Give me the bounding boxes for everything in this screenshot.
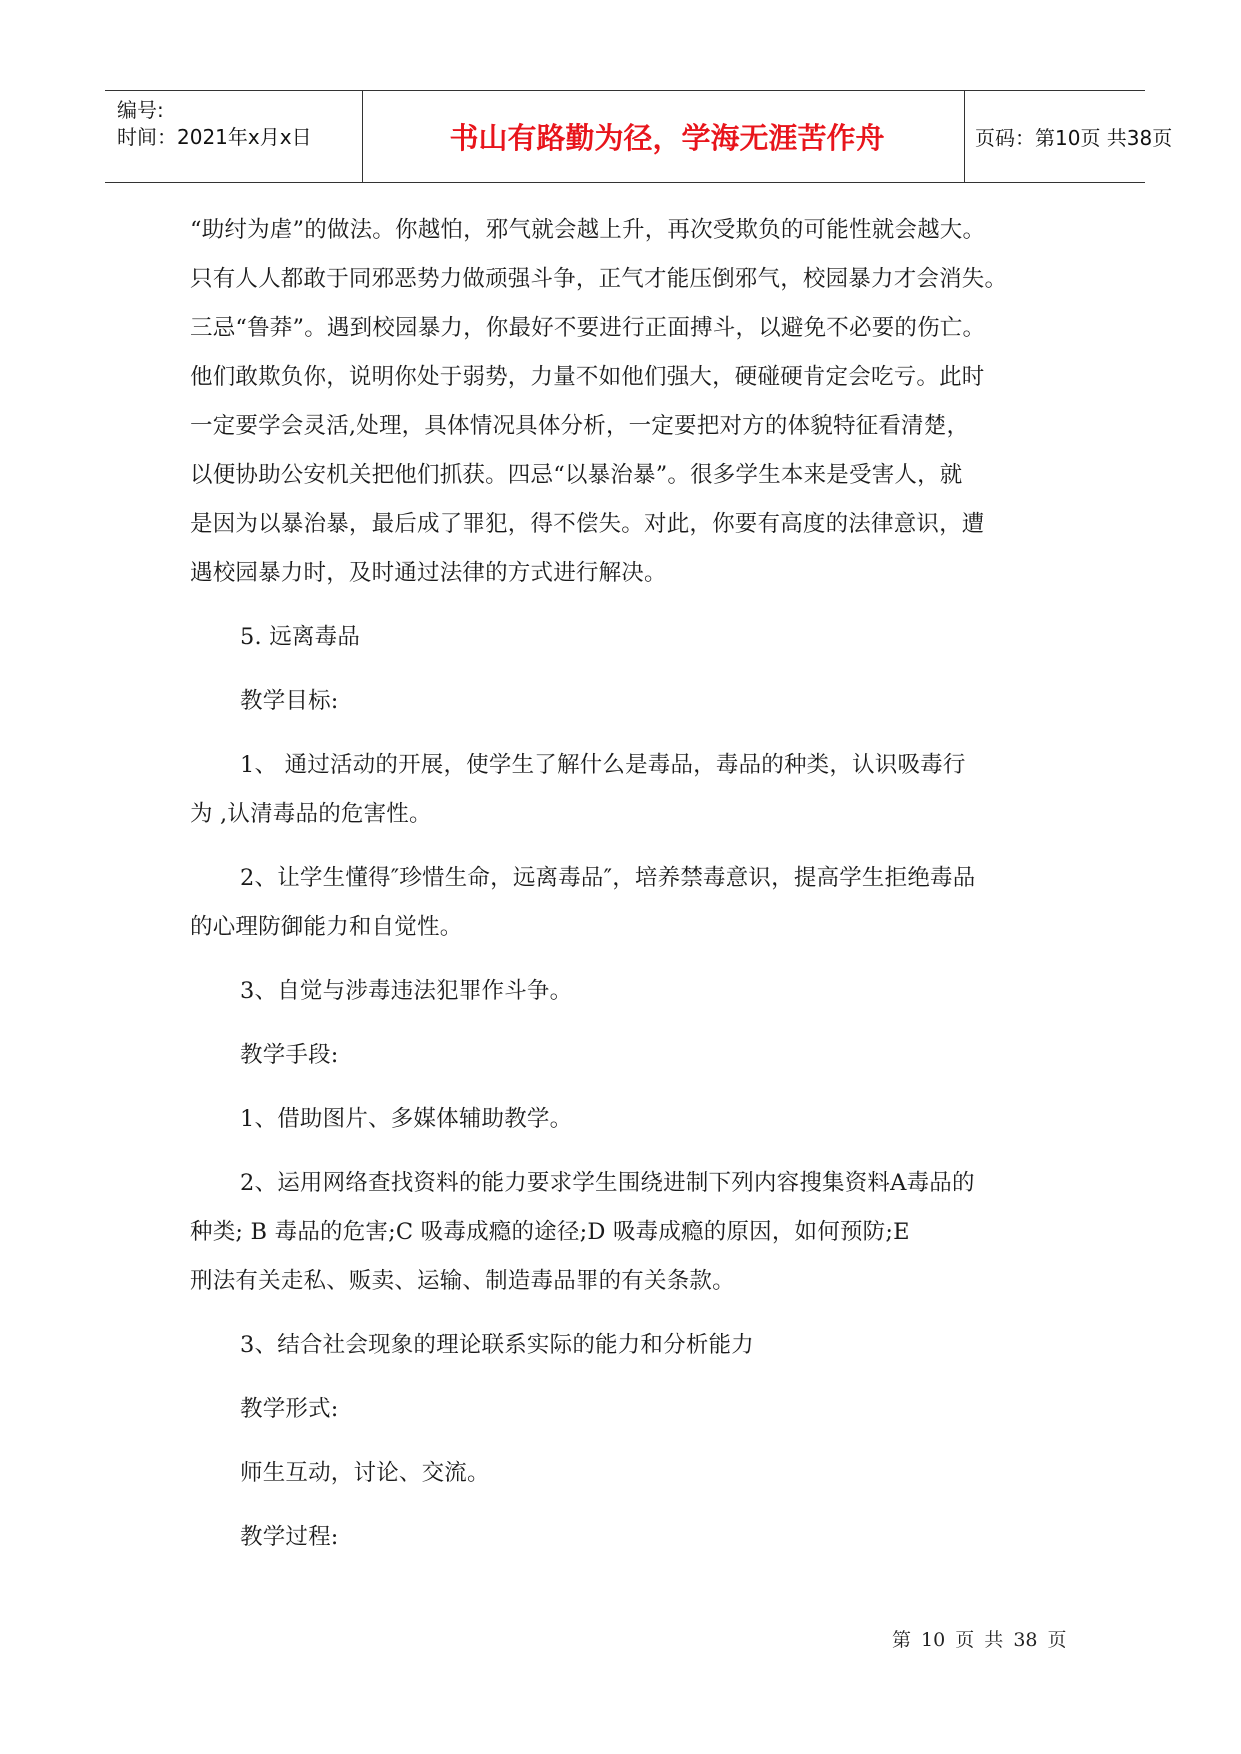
body-line: 以便协助公安机关把他们抓获。四忌“以暴治暴”。很多学生本来是受害人，就 [190,462,963,488]
body-line: 一定要学会灵活,处理，具体情况具体分析，一定要把对方的体貌特征看清楚， [190,413,970,439]
form-heading: 教学形式: [240,1396,339,1422]
body-line: 他们敢欺负你，说明你处于弱势，力量不如他们强大，硬碰硬肯定会吃亏。此时 [190,364,985,390]
means-2-line-3: 刑法有关走私、贩卖、运输、制造毒品罪的有关条款。 [190,1268,735,1294]
goal-1-line-2: 为 ,认清毒品的危害性。 [190,801,432,827]
header-divider-left [362,91,363,182]
body-line: “助纣为虐”的做法。你越怕，邪气就会越上升，再次受欺负的可能性就会越大。 [190,217,986,243]
time-label: 时间：2021年x月x日 [117,125,312,149]
goal-2-line-1: 2、让学生懂得″珍惜生命，远离毒品″，培养禁毒意识，提高学生拒绝毒品 [240,865,976,891]
goal-2-line-2: 的心理防御能力和自觉性。 [190,914,463,940]
document-body [190,206,1060,1562]
form-text: 师生互动，讨论、交流。 [240,1460,490,1486]
header-meta [117,91,362,182]
goal-1-line-1: 1、 通过活动的开展，使学生了解什么是毒品，毒品的种类，认识吸毒行 [240,752,966,778]
body-line: 遇校园暴力时，及时通过法律的方式进行解决。 [190,560,667,586]
means-2-line-1: 2、运用网络查找资料的能力要求学生围绕进制下列内容搜集资料A毒品的 [240,1170,975,1196]
body-line: 三忌“鲁莽”。遇到校园暴力，你最好不要进行正面搏斗，以避免不必要的伤亡。 [190,315,986,341]
page-header [105,90,1173,183]
header-motto: 书山有路勤为径，学海无涯苦作舟 [449,121,885,155]
goal-3: 3、自觉与涉毒违法犯罪作斗争。 [240,978,573,1004]
body-line: 只有人人都敢于同邪恶势力做顽强斗争，正气才能压倒邪气，校园暴力才会消失。 [190,266,1008,292]
page-footer: 第 10 页 共 38 页 [892,1629,1067,1651]
section-title: 5. 远离毒品 [240,624,361,650]
means-1: 1、借助图片、多媒体辅助教学。 [240,1106,573,1132]
process-heading: 教学过程: [240,1524,339,1550]
header-page-info: 页码：第10页 共38页 [975,126,1173,150]
means-3: 3、结合社会现象的理论联系实际的能力和分析能力 [240,1332,754,1358]
means-heading: 教学手段: [240,1042,339,1068]
serial-number-label: 编号: [117,98,164,122]
goals-heading: 教学目标: [240,688,339,714]
body-line: 是因为以暴治暴，最后成了罪犯，得不偿失。对此，你要有高度的法律意识，遭 [190,511,985,537]
header-divider-right [964,91,965,182]
means-2-line-2: 种类; B 毒品的危害;C 吸毒成瘾的途径;D 吸毒成瘾的原因，如何预防;E [190,1219,910,1245]
